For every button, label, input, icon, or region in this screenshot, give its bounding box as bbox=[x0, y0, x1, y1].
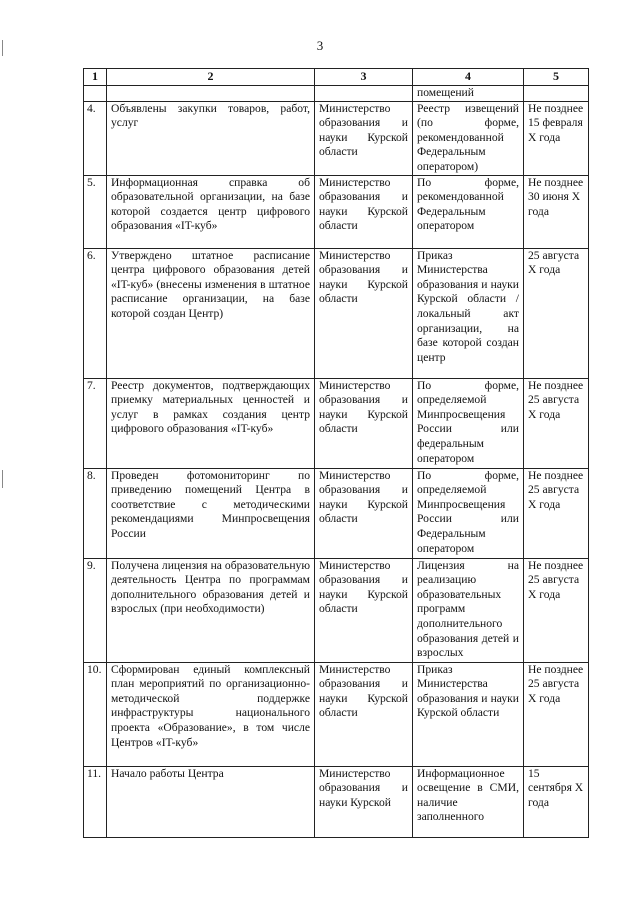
responsible-cell: Министерство образования и науки Курской области bbox=[315, 468, 413, 558]
responsible-cell: Министерство образования и науки Курской области bbox=[315, 378, 413, 468]
scan-edge-mark bbox=[2, 40, 3, 56]
document-cell: По форме, определяемой Минпросвещения России или Федеральным оператором bbox=[413, 468, 524, 558]
table-row bbox=[84, 248, 589, 378]
scan-edge-mark bbox=[2, 470, 3, 488]
responsible-cell: Министерство образования и науки Курской области bbox=[315, 101, 413, 175]
deadline-cell: Не позднее 25 августа X года bbox=[524, 468, 589, 558]
header-col-4: 4 bbox=[413, 69, 524, 86]
deadline-cell: Не позднее 15 февраля X года bbox=[524, 101, 589, 175]
event-cell: Информационная справка об образовательной организации, на базе которой создается центр цифрового образования «IT-куб» bbox=[107, 175, 315, 248]
event-cell: Начало работы Центра bbox=[107, 766, 315, 837]
deadline-cell: Не позднее 25 августа X года bbox=[524, 558, 589, 662]
deadline-cell: Не позднее 25 августа X года bbox=[524, 662, 589, 766]
header-col-5: 5 bbox=[524, 69, 589, 86]
table-row bbox=[84, 101, 589, 175]
header-col-3: 3 bbox=[315, 69, 413, 86]
row-number: 6. bbox=[84, 248, 107, 378]
event-cell: Объявлены закупки товаров, работ, услуг bbox=[107, 101, 315, 175]
header-col-2: 2 bbox=[107, 69, 315, 86]
document-cell: Приказ Министерства образования и науки Курской области / локальный акт организации, на базе которой создан центр bbox=[413, 248, 524, 378]
event-cell: Реестр документов, подтверждающих приемку материальных ценностей и услуг в рамках создания центр цифрового образования «IT-куб» bbox=[107, 378, 315, 468]
row-number: 4. bbox=[84, 101, 107, 175]
table-row bbox=[84, 175, 589, 248]
row-number: 9. bbox=[84, 558, 107, 662]
responsible-cell: Министерство образования и науки Курской области bbox=[315, 662, 413, 766]
event-cell: Получена лицензия на образовательную деятельность Центра по программам дополнительного образования детей и взрослых (при необходимости) bbox=[107, 558, 315, 662]
table-row bbox=[84, 468, 589, 558]
responsible-cell: Министерство образования и науки Курской области bbox=[315, 248, 413, 378]
table-row bbox=[84, 662, 589, 766]
event-cell: Утверждено штатное расписание центра цифрового образования детей «IT-куб» (внесены изменения в штатное расписание организации, на базе которой создан Центр) bbox=[107, 248, 315, 378]
table-row bbox=[84, 558, 589, 662]
row-number: 10. bbox=[84, 662, 107, 766]
event-cell: Сформирован единый комплексный план мероприятий по организационно-методической поддержке инфраструктуры национального проекта «Образование», в том числе Центров «IT-куб» bbox=[107, 662, 315, 766]
document-cell: По форме, определяемой Минпросвещения России или федеральным оператором bbox=[413, 378, 524, 468]
row-number: 8. bbox=[84, 468, 107, 558]
document-cell: Приказ Министерства образования и науки Курской области bbox=[413, 662, 524, 766]
responsible-cell: Министерство образования и науки Курской области bbox=[315, 558, 413, 662]
row-number: 11. bbox=[84, 766, 107, 837]
header-row bbox=[84, 69, 589, 86]
page-number: 3 bbox=[316, 38, 324, 53]
continued-row bbox=[84, 86, 589, 102]
table-row bbox=[84, 766, 589, 837]
document-cell: Реестр извещений (по форме, рекомендованной Федеральным оператором) bbox=[413, 101, 524, 175]
deadline-cell: Не позднее 30 июня X года bbox=[524, 175, 589, 248]
document-cell: По форме, рекомендованной Федеральным оператором bbox=[413, 175, 524, 248]
table-row bbox=[84, 378, 589, 468]
document-cell: Лицензия на реализацию образовательных программ дополнительного образования детей и взрослых bbox=[413, 558, 524, 662]
responsible-cell: Министерство образования и науки Курской области bbox=[315, 175, 413, 248]
document-cell: Информационное освещение в СМИ, наличие заполненного bbox=[413, 766, 524, 837]
deadline-cell: 15 сентября X года bbox=[524, 766, 589, 837]
row-number: 5. bbox=[84, 175, 107, 248]
responsible-cell: Министерство образования и науки Курской bbox=[315, 766, 413, 837]
header-col-1: 1 bbox=[84, 69, 107, 86]
plan-table bbox=[83, 68, 589, 838]
continued-document-cell: помещений bbox=[413, 86, 524, 102]
event-cell: Проведен фотомониторинг по приведению помещений Центра в соответствие с методическими рекомендациями Минпросвещения России bbox=[107, 468, 315, 558]
row-number: 7. bbox=[84, 378, 107, 468]
deadline-cell: Не позднее 25 августа X года bbox=[524, 378, 589, 468]
deadline-cell: 25 августа X года bbox=[524, 248, 589, 378]
